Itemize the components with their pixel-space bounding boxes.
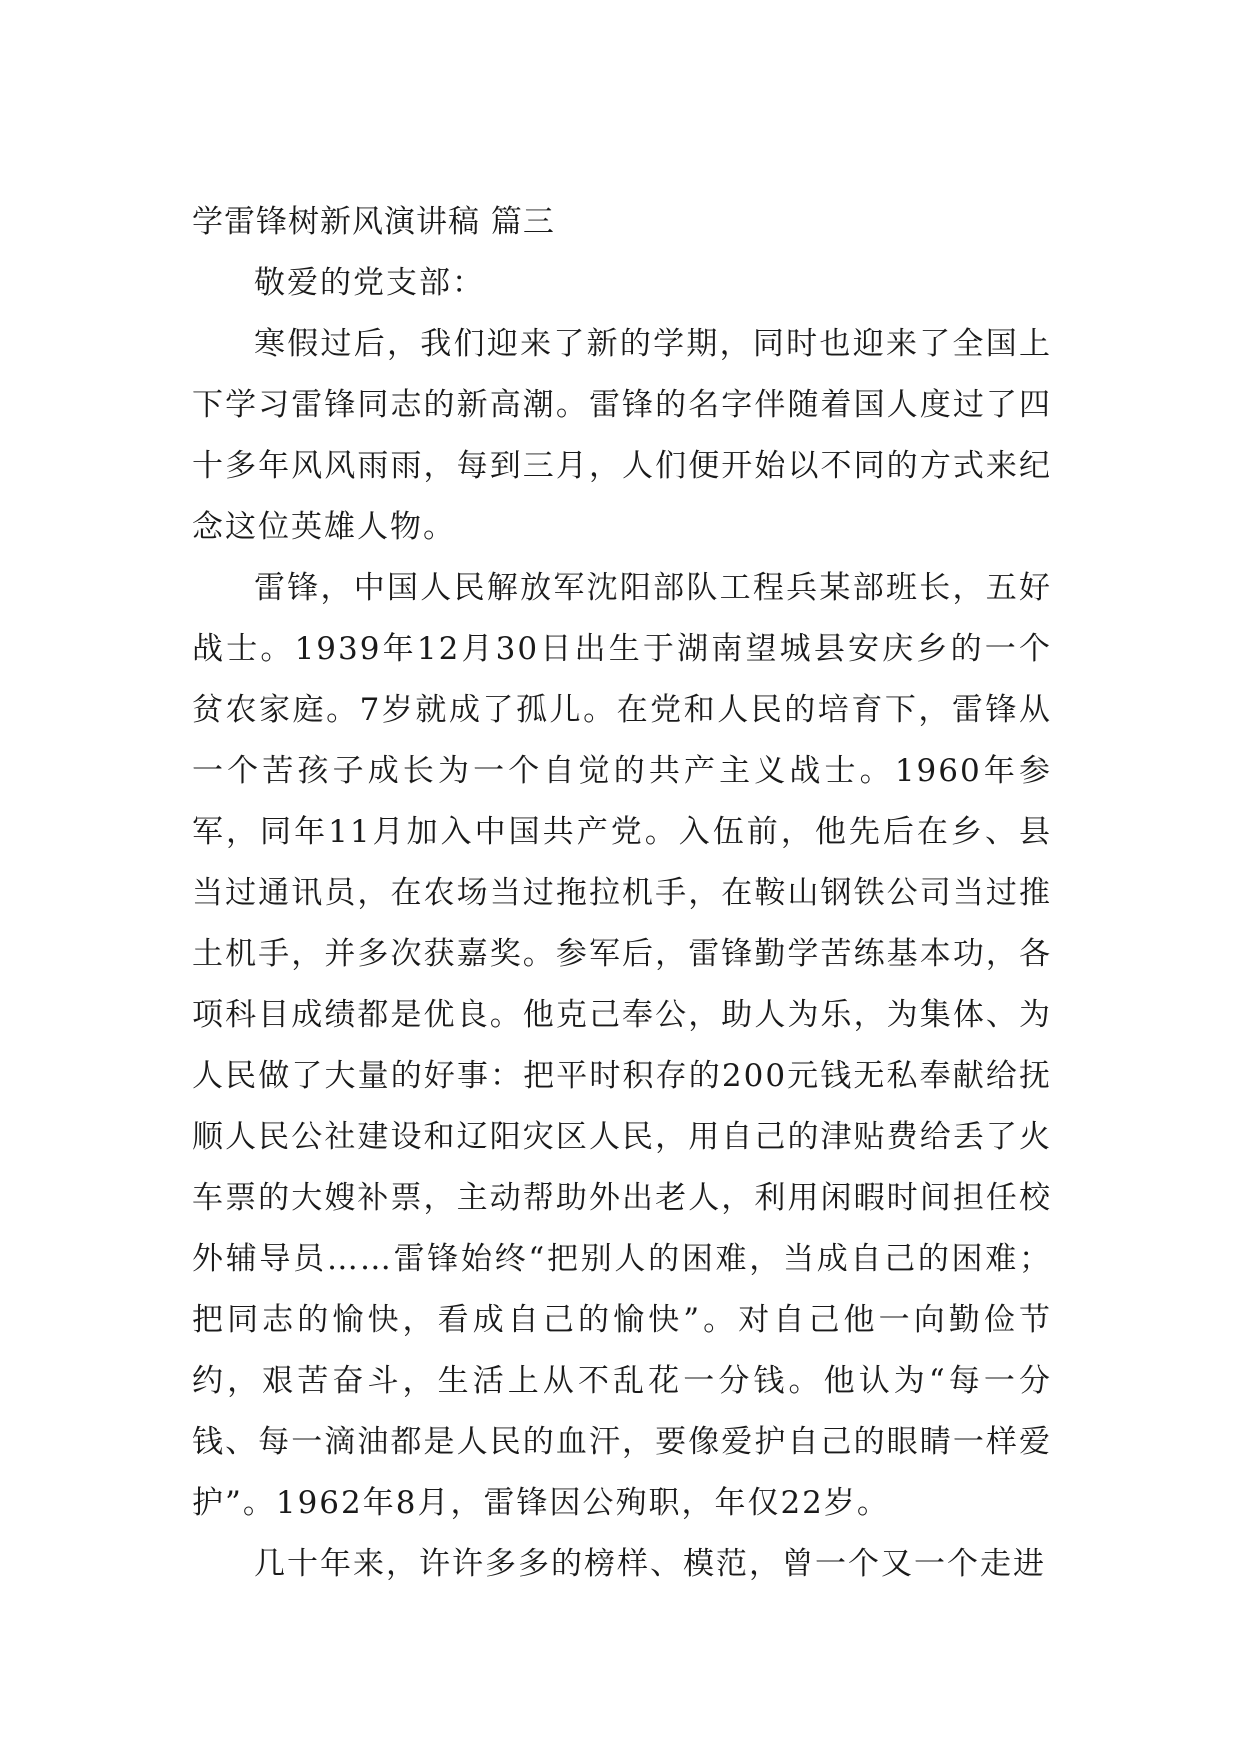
salutation: 敬爱的党支部： [254,265,485,301]
document-title: 学雷锋树新风演讲稿 篇三 [192,204,555,240]
paragraph-3: 几十年来，许许多多的榜样、模范，曾一个又一个走进 [254,1546,1046,1582]
paragraph-1: 寒假过后，我们迎来了新的学期，同时也迎来了全国上下学习雷锋同志的新高潮。雷锋的名字伴随着国人度过了四十多年风风雨雨，每到三月，人们便开始以不同的方式来纪念这位英雄人物。 [192,326,1052,545]
paragraph-2: 雷锋，中国人民解放军沈阳部队工程兵某部班长，五好战士。1939年12月30日出生于湖南望城县安庆乡的一个贫农家庭。7岁就成了孤儿。在党和人民的培育下，雷锋从一个苦孩子成长为一个自觉的共产主义战士。1960年参军，同年11月加入中国共产党。入伍前，他先后在乡、县当过通讯员，在农场当过拖拉机手，在鞍山钢铁公司当过推土机手，并多次获嘉奖。参军后，雷锋勤学苦练基本功，各项科目成绩都是优良。他克己奉公，助人为乐，为集体、为人民做了大量的好事：把平时积存的200元钱无私奉献给抚顺人民公社建设和辽阳灾区人民，用自己的津贴费给丢了火车票的大嫂补票，主动帮助外出老人，利用闲暇时间担任校外辅导员……雷锋始终“把别人的困难，当成自己的困难；把同志的愉快，看成自己的愉快”。对自己他一向勤俭节约，艰苦奋斗，生活上从不乱花一分钱。他认为“每一分钱、每一滴油都是人民的血汗，要像爱护自己的眼睛一样爱护”。1962年8月，雷锋因公殉职，年仅22岁。 [192,570,1052,1521]
document-body [192,192,1052,1595]
